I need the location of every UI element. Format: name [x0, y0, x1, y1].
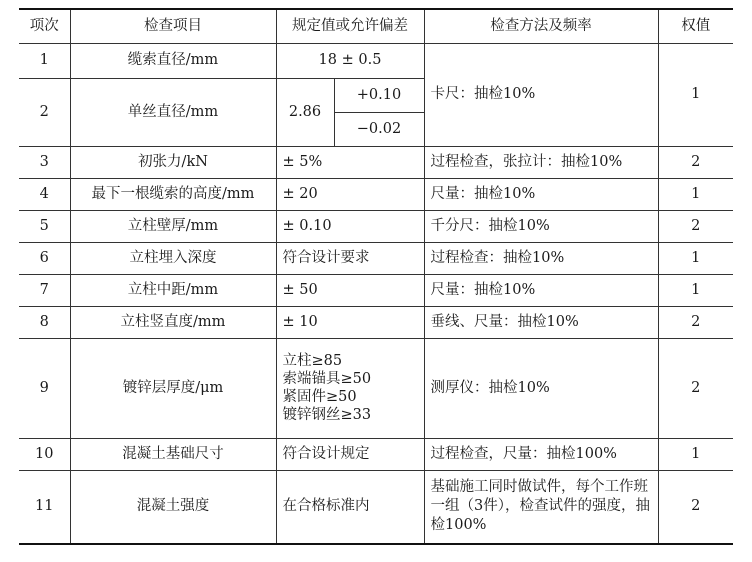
cell-method: 尺量：抽检10% — [424, 178, 658, 210]
cell-weight-merged: 1 — [658, 43, 733, 146]
cell-item: 单丝直径/mm — [70, 78, 276, 146]
cell-spec-list — [276, 338, 424, 438]
cell-no: 6 — [19, 242, 70, 274]
cell-item: 立柱壁厚/mm — [70, 210, 276, 242]
cell-no: 2 — [19, 78, 70, 146]
cell-spec-main: 2.86 — [276, 78, 334, 146]
table-row — [19, 43, 733, 78]
cell-spec: 在合格标准内 — [276, 470, 424, 544]
cell-method: 尺量：抽检10% — [424, 274, 658, 306]
header-no: 项次 — [19, 9, 70, 43]
header-spec: 规定值或允许偏差 — [276, 9, 424, 43]
table-row — [19, 146, 733, 178]
table-row — [19, 210, 733, 242]
cell-no: 7 — [19, 274, 70, 306]
cell-item: 混凝土强度 — [70, 470, 276, 544]
cell-spec: ± 20 — [276, 178, 424, 210]
cell-no: 3 — [19, 146, 70, 178]
cell-spec: 符合设计要求 — [276, 242, 424, 274]
spec-line: 镀锌钢丝≥33 — [282, 407, 372, 423]
cell-weight: 2 — [658, 306, 733, 338]
header-weight: 权值 — [658, 9, 733, 43]
cell-spec: ± 10 — [276, 306, 424, 338]
cell-method: 千分尺：抽检10% — [424, 210, 658, 242]
cell-spec: 符合设计规定 — [276, 438, 424, 470]
cell-weight: 2 — [658, 146, 733, 178]
cell-item: 立柱中距/mm — [70, 274, 276, 306]
header-row — [19, 9, 733, 43]
cell-item: 镀锌层厚度/μm — [70, 338, 276, 438]
cell-spec-upper: +0.10 — [334, 78, 424, 112]
cell-weight: 1 — [658, 438, 733, 470]
cell-weight: 2 — [658, 210, 733, 242]
table-row — [19, 306, 733, 338]
cell-no: 8 — [19, 306, 70, 338]
table-row — [19, 178, 733, 210]
cell-spec: 18 ± 0.5 — [276, 43, 424, 78]
cell-method: 过程检查，张拉计：抽检10% — [424, 146, 658, 178]
table-row — [19, 242, 733, 274]
cell-item: 初张力/kN — [70, 146, 276, 178]
spec-line: 索端锚具≥50 — [282, 371, 372, 387]
table-row — [19, 338, 733, 438]
table-row — [19, 438, 733, 470]
cell-no: 11 — [19, 470, 70, 544]
spec-line: 紧固件≥50 — [282, 389, 357, 405]
cell-no: 9 — [19, 338, 70, 438]
cell-weight: 2 — [658, 338, 733, 438]
cell-spec: ± 0.10 — [276, 210, 424, 242]
cell-weight: 1 — [658, 274, 733, 306]
cell-weight: 2 — [658, 470, 733, 544]
inspection-table — [19, 8, 733, 545]
table-row — [19, 470, 733, 544]
spec-line: 立柱≥85 — [282, 353, 343, 369]
cell-method-merged: 卡尺：抽检10% — [424, 43, 658, 146]
cell-spec-lower: −0.02 — [334, 112, 424, 146]
cell-weight: 1 — [658, 178, 733, 210]
cell-no: 4 — [19, 178, 70, 210]
cell-item: 立柱埋入深度 — [70, 242, 276, 274]
cell-method: 测厚仪：抽检10% — [424, 338, 658, 438]
cell-method: 垂线、尺量：抽检10% — [424, 306, 658, 338]
cell-method: 过程检查，尺量：抽检100% — [424, 438, 658, 470]
cell-item: 立柱竖直度/mm — [70, 306, 276, 338]
header-method: 检查方法及频率 — [424, 9, 658, 43]
cell-no: 5 — [19, 210, 70, 242]
cell-spec: ± 5% — [276, 146, 424, 178]
header-item: 检查项目 — [70, 9, 276, 43]
cell-method: 过程检查：抽检10% — [424, 242, 658, 274]
cell-spec: ± 50 — [276, 274, 424, 306]
cell-weight: 1 — [658, 242, 733, 274]
cell-item: 混凝土基础尺寸 — [70, 438, 276, 470]
cell-method: 基础施工同时做试件，每个工作班一组（3件），检查试件的强度，抽检100% — [424, 470, 658, 544]
table-row — [19, 274, 733, 306]
cell-item: 最下一根缆索的高度/mm — [70, 178, 276, 210]
cell-item: 缆索直径/mm — [70, 43, 276, 78]
cell-no: 10 — [19, 438, 70, 470]
cell-no: 1 — [19, 43, 70, 78]
